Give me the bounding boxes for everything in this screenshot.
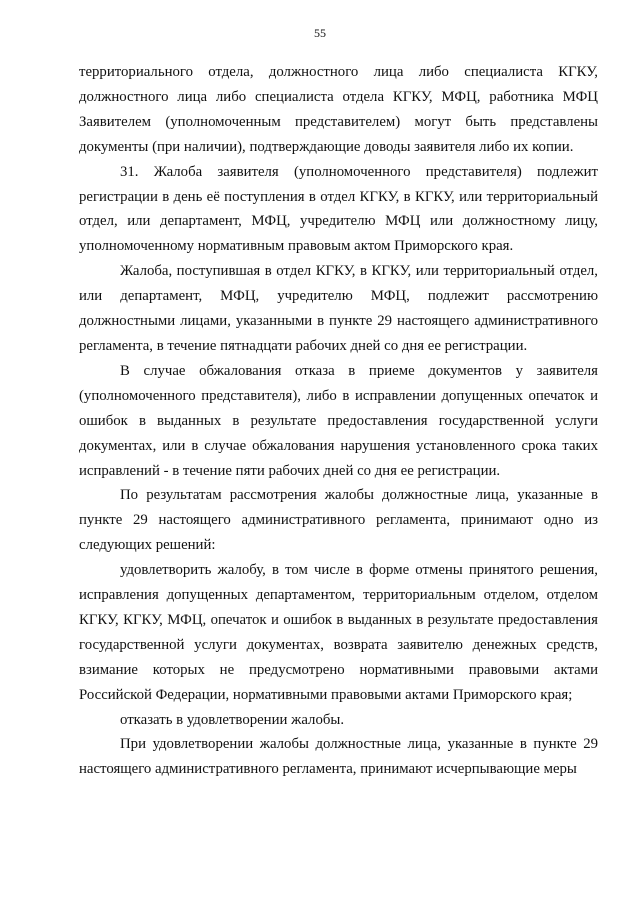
paragraph-decision-intro: По результатам рассмотрения жалобы должностные лица, указанные в пункте 29 настоящего административного регламента, принимают одно из следующих решений:: [79, 487, 598, 554]
paragraph-clause-31: 31. Жалоба заявителя (уполномоченного представителя) подлежит регистрации в день её поступления в отдел КГКУ, в КГКУ, или территориальный отдел, или департамент, МФЦ, учредителю МФЦ или должностному лицу, уполномоченному нормативным правовым актом Приморского края.: [79, 163, 598, 255]
page-number: 55: [314, 26, 326, 40]
paragraph-decision-refuse: отказать в удовлетворении жалобы.: [120, 711, 345, 728]
document-body: [79, 60, 598, 782]
paragraph-satisfaction-measures: При удовлетворении жалобы должностные лица, указанные в пункте 29 настоящего административного регламента, принимают исчерпывающие меры: [79, 736, 598, 778]
paragraph-review-period: Жалоба, поступившая в отдел КГКУ, в КГКУ, или территориальный отдел, или департамент, МФЦ, учредителю МФЦ, подлежит рассмотрению должностными лицами, указанными в пункте 29 настоящего административного регламента, в течение пятнадцати рабочих дней со дня ее регистрации.: [79, 263, 598, 354]
paragraph-decision-satisfy: удовлетворить жалобу, в том числе в форме отмены принятого решения, исправления допущенных департаментом, территориальным отделом, отделом КГКУ, КГКУ, МФЦ, опечаток и ошибок в выданных в результате предоставления государственной услуги документах, возврата заявителю денежных средств, взимание которых не предусмотрено нормативными правовыми актами Российской Федерации, нормативными правовыми актами Приморского края;: [79, 562, 598, 703]
paragraph-continuation: территориального отдела, должностного лица либо специалиста КГКУ, должностного лица либо специалиста отдела КГКУ, МФЦ, работника МФЦ Заявителем (уполномоченным представителем) могут быть представлены документы (при наличии), подтверждающие доводы заявителя либо их копии.: [79, 64, 598, 155]
paragraph-refusal-appeal: В случае обжалования отказа в приеме документов у заявителя (уполномоченного представителя), либо в исправлении допущенных опечаток и ошибок в выданных в результате предоставления государственной услуги документах, или в случае обжалования нарушения установленного срока таких исправлений - в течение пяти рабочих дней со дня ее регистрации.: [79, 362, 598, 479]
